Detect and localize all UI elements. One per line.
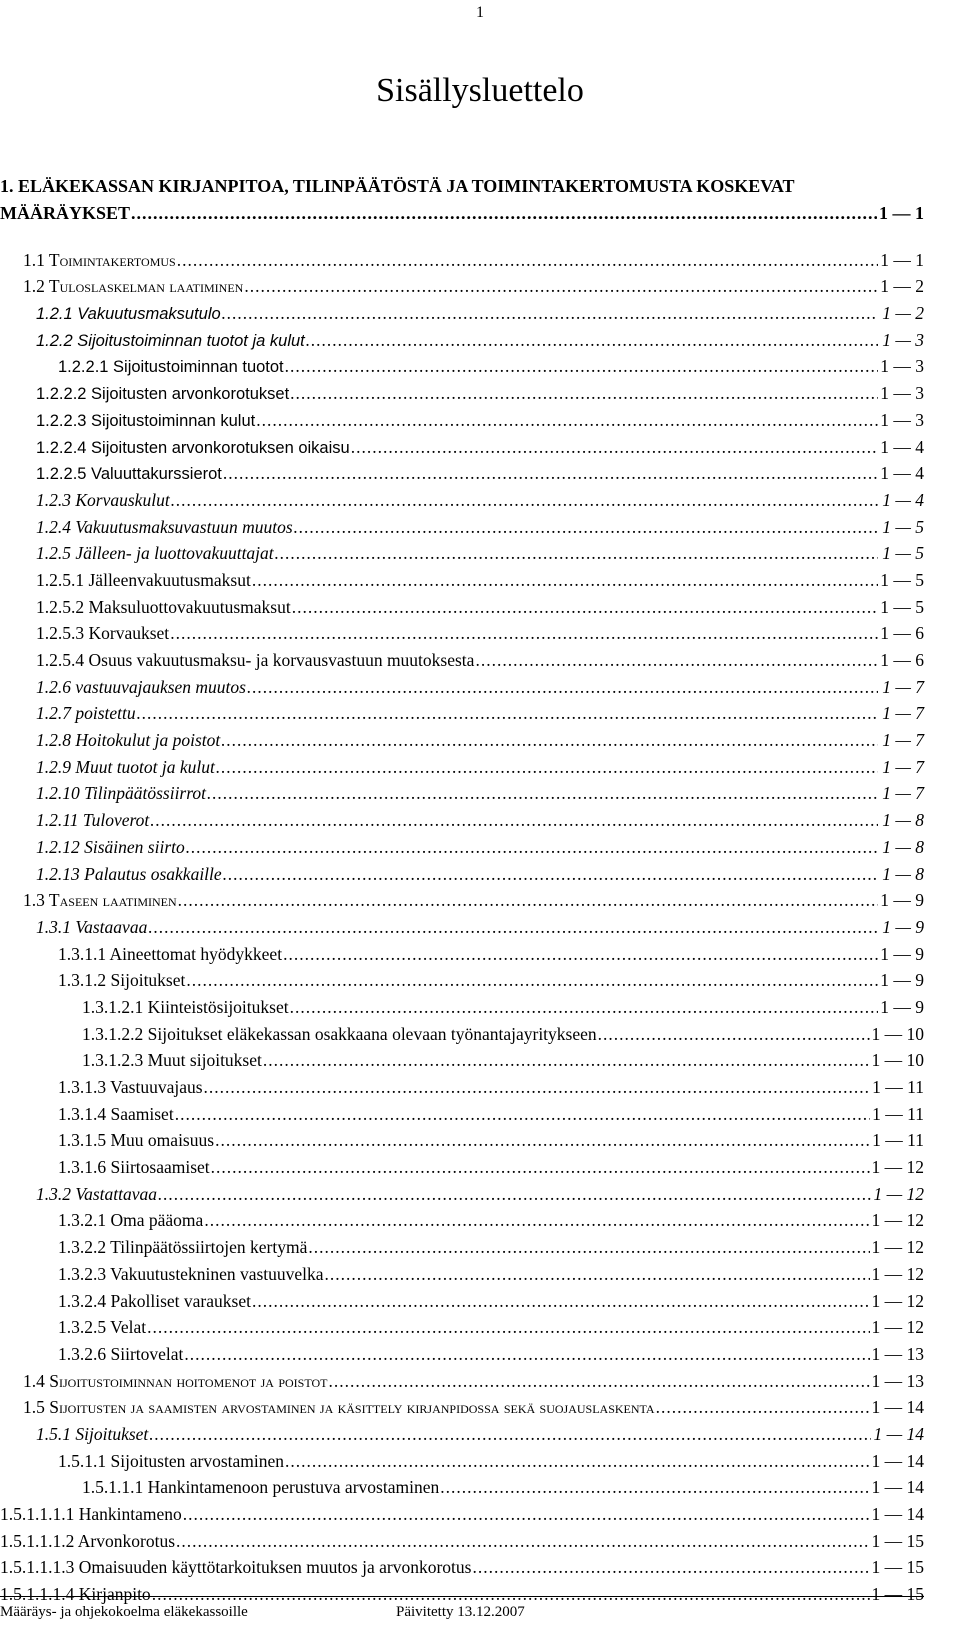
toc-entry-page: 1 — 10 [871, 1023, 924, 1044]
toc-entry[interactable] [0, 297, 924, 324]
toc-entry-label: 1.2.5.3 Korvaukset [36, 623, 170, 644]
toc-entry-page: 1 — 3 [880, 409, 924, 430]
toc-entry[interactable] [0, 1525, 924, 1552]
toc-entry-label: 1.2 Tuloslaskelman laatiminen [23, 276, 244, 297]
toc-entry-label: 1.2.12 Sisäinen siirto [36, 836, 185, 857]
dot-leader [475, 650, 878, 671]
toc-entry-label: 1.2.2.3 Sijoitustoiminnan kulut [36, 411, 256, 430]
toc-entry-label: 1.3.1.1 Aineettomat hyödykkeet [58, 943, 283, 964]
dot-leader [216, 757, 878, 778]
dot-leader [252, 570, 878, 591]
toc-entry-page: 1 — 12 [871, 1157, 924, 1178]
dot-leader [186, 970, 878, 991]
toc-entry[interactable] [0, 1578, 924, 1605]
dot-leader [177, 250, 878, 271]
dot-leader [147, 1317, 869, 1338]
dot-leader [247, 677, 878, 698]
toc-entry[interactable] [0, 1018, 924, 1045]
toc-entry-page: 1 — 7 [882, 783, 924, 804]
toc-entry[interactable] [0, 351, 924, 378]
toc-entry-page: 1 — 11 [872, 1130, 924, 1151]
dot-leader [223, 864, 878, 885]
toc-entry-label: 1.5.1 Sijoitukset [36, 1423, 149, 1444]
dot-leader [294, 517, 878, 538]
toc-entry[interactable] [0, 1418, 924, 1445]
toc-entry-label: 1.3.2.1 Oma pääoma [58, 1210, 204, 1231]
toc-entry[interactable] [0, 1178, 924, 1205]
toc-entry[interactable] [0, 1285, 924, 1312]
toc-entry-label: 1.3.2.6 Siirtovelat [58, 1343, 184, 1364]
page-title: Sisällysluettelo [376, 72, 584, 109]
toc-entry-label: 1.2.5.2 Maksuluottovakuutusmaksut [36, 596, 291, 617]
toc-entry[interactable] [0, 885, 924, 912]
dot-leader [186, 837, 878, 858]
toc-entry-label: 1.3.1 Vastaavaa [36, 916, 148, 937]
dot-leader [176, 1531, 870, 1552]
toc-entry-label: 1.4 Sijoitustoiminnan hoitomenot ja poistot [23, 1370, 328, 1391]
toc-entry[interactable] [0, 831, 924, 858]
toc-entry-page: 1 — 9 [880, 943, 924, 964]
toc-entry-page: 1 — 15 [871, 1557, 924, 1578]
toc-entry[interactable] [0, 1472, 924, 1499]
toc-entry-label: 1.2.2.2 Sijoitusten arvonkorotukset [36, 385, 290, 404]
dot-leader [171, 490, 878, 511]
toc-entry-page: 1 — 14 [871, 1450, 924, 1471]
dot-leader [183, 1504, 870, 1525]
dot-leader [204, 1077, 871, 1098]
toc-entry[interactable] [0, 804, 924, 831]
dot-leader [285, 1451, 869, 1472]
toc-entry-page: 1 — 4 [880, 436, 924, 457]
dot-leader [472, 1557, 869, 1578]
footer-updated: Päivitetty 13.12.2007 [396, 1604, 525, 1620]
dot-leader [152, 1584, 870, 1605]
toc-entry-label: 1.2.8 Hoitokulut ja poistot [36, 730, 221, 751]
toc-entry[interactable] [0, 538, 924, 565]
toc-entry-label: 1.2.2.5 Valuuttakurssierot [36, 465, 222, 484]
toc-entry[interactable] [0, 698, 924, 725]
toc-entry-label: 1.3.2.2 Tilinpäätössiirtojen kertymä [58, 1237, 308, 1258]
dot-leader [149, 1424, 871, 1445]
toc-entry-label: 1.3.1.6 Siirtosaamiset [58, 1157, 210, 1178]
toc-section-1-line1: 1. ELÄKEKASSAN KIRJANPITOA, TILINPÄÄTÖSTÄ JA TOIMINTAKERTOMUSTA KOSKEVAT [0, 176, 795, 196]
toc-entry-label: 1.2.2 Sijoitustoiminnan tuotot ja kulut [36, 331, 305, 350]
toc-page: 1 — 1 [879, 202, 924, 223]
toc-entry[interactable] [0, 324, 924, 351]
toc-section-1[interactable] [0, 172, 924, 227]
toc-entry-page: 1 — 9 [880, 890, 924, 911]
toc-entry[interactable] [0, 591, 924, 618]
toc-entry[interactable] [0, 484, 924, 511]
toc-entry-label: 1.3.1.2.3 Muut sijoitukset [82, 1050, 262, 1071]
toc-entry[interactable] [0, 1098, 924, 1125]
toc-entry-label: 1.5.1.1.1.2 Arvonkorotus [0, 1530, 175, 1551]
toc-entry-page: 1 — 9 [880, 996, 924, 1017]
dot-leader [283, 944, 878, 965]
toc-entry-label: 1.2.10 Tilinpäätössiirrot [36, 783, 207, 804]
toc-entry-label: 1.2.2.4 Sijoitusten arvonkorotuksen oikaisu [36, 438, 350, 457]
toc-entry-page: 1 — 14 [873, 1423, 924, 1444]
toc-entry-label: 1.2.5 Jälleen- ja luottovakuuttajat [36, 543, 274, 564]
toc-entry-page: 1 — 14 [871, 1504, 924, 1524]
dot-leader [207, 783, 878, 804]
toc-entry[interactable] [0, 858, 924, 885]
toc-entry-label: 1.3.1.4 Saamiset [58, 1103, 174, 1124]
dot-leader [440, 1477, 869, 1498]
toc-entry-page: 1 — 13 [871, 1370, 924, 1391]
toc-entry-page: 1 — 10 [871, 1050, 924, 1071]
toc-entry[interactable] [0, 911, 924, 938]
dot-leader [131, 199, 877, 227]
toc-entry-page: 1 — 7 [882, 730, 924, 751]
toc-entry[interactable] [0, 1258, 924, 1285]
toc-entry-page: 1 — 9 [880, 970, 924, 991]
toc-entry[interactable] [0, 377, 924, 404]
toc-entry[interactable] [0, 1125, 924, 1152]
toc-entry-page: 1 — 14 [871, 1397, 924, 1418]
toc-entry-page: 1 — 7 [882, 703, 924, 724]
toc-entry-page: 1 — 12 [873, 1183, 924, 1204]
toc-entry-page: 1 — 5 [880, 569, 924, 590]
toc-entry-page: 1 — 4 [882, 489, 924, 510]
toc-entry-label: 1.2.2.1 Sijoitustoiminnan tuotot [58, 358, 284, 377]
toc-entry-label: 1.3.2.3 Vakuutustekninen vastuuvelka [58, 1263, 324, 1284]
toc-entry[interactable] [0, 618, 924, 645]
toc-entry-page: 1 — 5 [882, 543, 924, 564]
toc-entry-page: 1 — 8 [882, 863, 924, 884]
toc-entry-label: 1.2.13 Palautus osakkaille [36, 863, 222, 884]
toc-entry[interactable] [0, 1498, 924, 1525]
toc-entry[interactable] [0, 1365, 924, 1392]
toc-entry-label: 1.3 Taseen laatiminen [23, 890, 177, 911]
toc-entry[interactable] [0, 404, 924, 431]
dot-leader [256, 410, 878, 431]
toc-entry-page: 1 — 5 [882, 516, 924, 537]
toc-entry[interactable] [0, 644, 924, 671]
toc-entry-page: 1 — 1 [880, 249, 924, 270]
toc-entry-page: 1 — 11 [872, 1103, 924, 1124]
dot-leader [158, 1184, 871, 1205]
dot-leader [223, 463, 878, 484]
toc-entry[interactable] [0, 244, 924, 271]
toc-section-1-line2: MÄÄRÄYKSET [0, 202, 131, 223]
toc-entry-page: 1 — 3 [880, 356, 924, 377]
toc-entry-label: 1.2.5.1 Jälleenvakuutusmaksut [36, 569, 251, 590]
dot-leader [137, 703, 878, 724]
dot-leader [351, 437, 878, 458]
dot-leader [211, 1157, 870, 1178]
toc-entry-label: 1.5.1.1 Sijoitusten arvostaminen [58, 1450, 285, 1471]
toc-entry-page: 1 — 13 [871, 1343, 924, 1364]
toc-entry-label: 1.2.11 Tuloverot [36, 810, 150, 831]
dot-leader [252, 1291, 870, 1312]
toc-entry-page: 1 — 15 [871, 1530, 924, 1551]
toc-entry-page: 1 — 6 [880, 623, 924, 644]
dot-leader [308, 1237, 869, 1258]
toc-entry-page: 1 — 6 [880, 650, 924, 670]
toc-entry-page: 1 — 5 [880, 596, 924, 617]
toc-entry-label: 1.3.1.2 Sijoitukset [58, 970, 186, 991]
toc-entry-page: 1 — 3 [882, 329, 924, 350]
toc-entry-page: 1 — 7 [882, 756, 924, 777]
dot-leader [150, 810, 878, 831]
dot-leader [244, 276, 878, 297]
toc-entry-page: 1 — 11 [872, 1077, 924, 1097]
toc-entry-label: 1.5 Sijoitusten ja saamisten arvostaminen ja käsittely kirjanpidossa sekä suojauslaskenta [23, 1397, 655, 1418]
dot-leader [263, 1050, 870, 1071]
dot-leader [656, 1397, 870, 1418]
dot-leader [275, 543, 878, 564]
toc-entry[interactable] [0, 1151, 924, 1178]
toc-entry-label: 1.3.2.4 Pakolliset varaukset [58, 1290, 251, 1311]
toc-entry[interactable] [0, 271, 924, 298]
dot-leader [215, 1130, 870, 1151]
dot-leader [292, 597, 878, 618]
toc-entry-page: 1 — 8 [882, 836, 924, 857]
toc-entry-page: 1 — 12 [871, 1317, 924, 1338]
toc-entry-label: 1.2.3 Korvauskulut [36, 489, 170, 510]
toc-entry-label: 1.2.7 poistettu [36, 703, 136, 724]
toc-entry-label: 1.1 Toimintakertomus [23, 249, 176, 270]
toc-entry-page: 1 — 9 [882, 916, 924, 937]
dot-leader [221, 730, 878, 751]
toc-entry[interactable] [0, 1071, 924, 1098]
footer-publication: Määräys- ja ohjekokoelma eläkekassoille [0, 1604, 248, 1620]
toc-entry[interactable] [0, 724, 924, 751]
toc-entry-label: 1.3.1.2.1 Kiinteistösijoitukset [82, 996, 289, 1017]
toc-entry[interactable] [0, 1445, 924, 1472]
dot-leader [184, 1344, 869, 1365]
dot-leader [170, 623, 878, 644]
toc-entry-label: 1.5.1.1.1 Hankintamenoon perustuva arvostaminen [82, 1477, 440, 1498]
toc-entry-label: 1.3.1.2.2 Sijoitukset eläkekassan osakkaana olevaan työnantajayritykseen [82, 1023, 597, 1044]
dot-leader [290, 997, 878, 1018]
dot-leader [175, 1104, 870, 1125]
toc-entry-page: 1 — 14 [871, 1477, 924, 1498]
toc-entry-page: 1 — 3 [880, 383, 924, 404]
toc-entry-label: 1.5.1.1.1.3 Omaisuuden käyttötarkoituksen muutos ja arvonkorotus [0, 1557, 472, 1578]
toc-entry-page: 1 — 2 [882, 303, 924, 324]
toc-entry-page: 1 — 8 [882, 810, 924, 831]
dot-leader [285, 356, 878, 377]
toc-entry-label: 1.5.1.1.1.1 Hankintameno [0, 1504, 182, 1524]
toc-entry[interactable] [0, 1338, 924, 1365]
toc-entry[interactable] [0, 431, 924, 458]
dot-leader [306, 330, 878, 351]
dot-leader [328, 1371, 869, 1392]
toc-entry-page: 1 — 12 [871, 1290, 924, 1311]
dot-leader [178, 890, 878, 911]
toc-entry-label: 1.2.1 Vakuutusmaksutulo [36, 305, 221, 324]
toc-entry[interactable] [0, 1205, 924, 1232]
page-number: 1 [476, 4, 484, 21]
dot-leader [222, 303, 878, 324]
toc-entry[interactable] [0, 564, 924, 591]
toc-entry-page: 1 — 7 [882, 676, 924, 697]
toc-entry[interactable] [0, 1552, 924, 1579]
toc-entry-page: 1 — 2 [880, 276, 924, 297]
toc-entry-page: 1 — 15 [871, 1584, 924, 1605]
toc-entry-page: 1 — 12 [871, 1237, 924, 1258]
toc-entry-label: 1.3.2.5 Velat [58, 1317, 147, 1338]
toc-entry[interactable] [0, 1312, 924, 1339]
toc-entry[interactable] [0, 938, 924, 965]
dot-leader [148, 917, 878, 938]
dot-leader [290, 383, 878, 404]
toc-entry-page: 1 — 12 [871, 1263, 924, 1284]
toc-entry[interactable] [0, 1045, 924, 1072]
toc-entry[interactable] [0, 671, 924, 698]
toc-entry-label: 1.2.9 Muut tuotot ja kulut [36, 756, 215, 777]
toc-entry-label: 1.3.1.5 Muu omaisuus [58, 1130, 215, 1151]
toc-entry-label: 1.5.1.1.1.4 Kirjanpito [0, 1584, 151, 1605]
dot-leader [204, 1210, 869, 1231]
toc-entry[interactable] [0, 751, 924, 778]
toc-entry[interactable] [0, 991, 924, 1018]
dot-leader [325, 1264, 870, 1285]
toc-entry[interactable] [0, 965, 924, 992]
toc-entry-page: 1 — 12 [871, 1210, 924, 1231]
toc-entry[interactable] [0, 511, 924, 538]
toc-entry-label: 1.3.1.3 Vastuuvajaus [58, 1077, 203, 1097]
toc-entry[interactable] [0, 778, 924, 805]
toc-entry-label: 1.2.6 vastuuvajauksen muutos [36, 676, 246, 697]
dot-leader [598, 1024, 870, 1045]
toc-entry[interactable] [0, 1392, 924, 1419]
toc-list [0, 244, 924, 1605]
toc-entry[interactable] [0, 458, 924, 485]
toc-entry-label: 1.3.2 Vastattavaa [36, 1183, 158, 1204]
toc-entry-label: 1.2.5.4 Osuus vakuutusmaksu- ja korvausvastuun muutoksesta [36, 650, 475, 670]
toc-entry-label: 1.2.4 Vakuutusmaksuvastuun muutos [36, 516, 293, 537]
footer-divider [0, 1596, 924, 1597]
toc-entry[interactable] [0, 1231, 924, 1258]
toc-entry-page: 1 — 4 [880, 463, 924, 484]
